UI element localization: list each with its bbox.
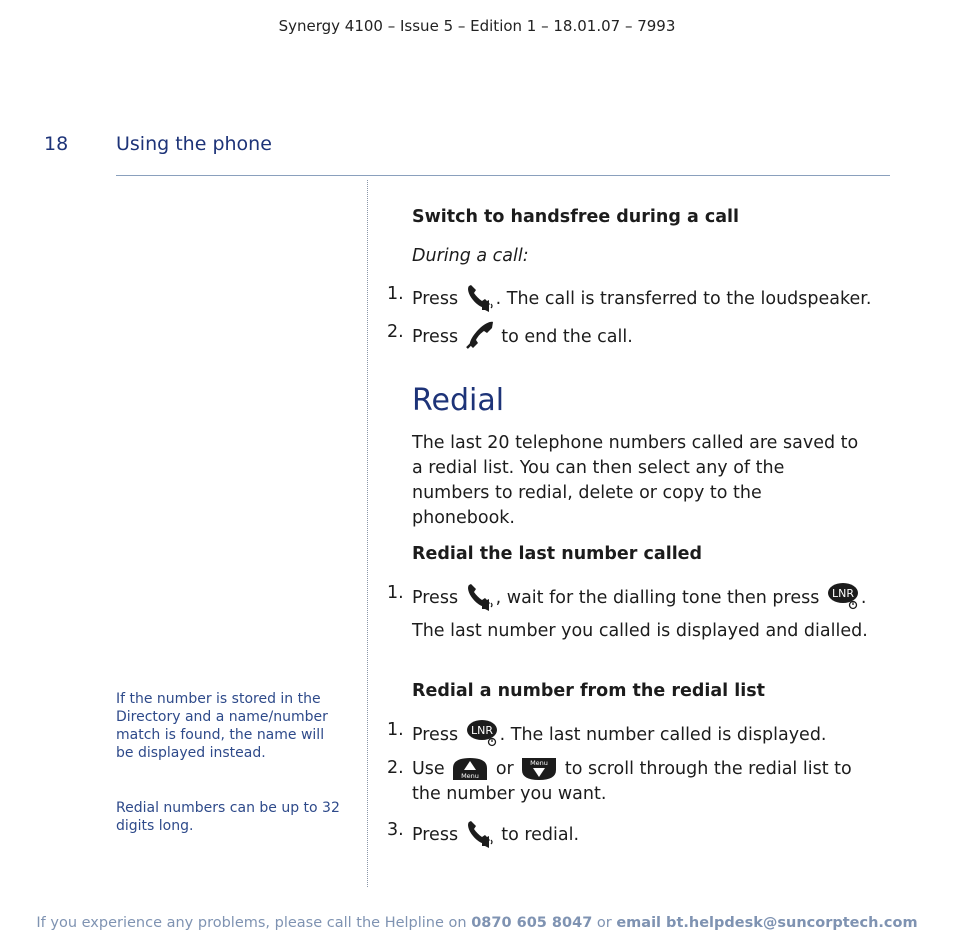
step-number: 1.: [387, 720, 404, 740]
step-number: 1.: [387, 284, 404, 304]
step-text: Press: [412, 588, 459, 608]
redial-heading: Redial: [412, 383, 505, 418]
handsfree-call-icon: [465, 581, 495, 611]
document-id: Synergy 4100 – Issue 5 – Edition 1 – 18.01.07 – 7993: [278, 17, 676, 35]
footer-text: If you experience any problems, please call the Helpline on: [36, 915, 472, 931]
sidebar-note-digits: Redial numbers can be up to 32 digits long.: [116, 800, 340, 834]
redial-list-step-2: [412, 756, 882, 807]
step-text: to redial.: [495, 825, 580, 845]
handsfree-heading: Switch to handsfree during a call: [412, 207, 740, 227]
redial-last-step-1: [412, 581, 882, 611]
footer-text: or: [592, 915, 617, 931]
handsfree-step-2: [412, 320, 882, 350]
handsfree-step-1: [412, 282, 882, 312]
lnr-label: LNR: [831, 587, 854, 600]
step-text: to end the call.: [495, 327, 633, 347]
handsfree-call-icon: [465, 282, 495, 312]
step-text: to scroll through the redial list to the number you want.: [412, 759, 852, 804]
lnr-button-icon: [826, 581, 860, 611]
helpline-phone: 0870 605 8047: [471, 915, 593, 931]
step-number: 2.: [387, 322, 404, 342]
redial-list-step-3: [412, 818, 882, 848]
header-rule: [116, 175, 890, 176]
page-number: 18: [44, 133, 69, 155]
step-text: Use: [412, 759, 445, 779]
redial-last-heading: Redial the last number called: [412, 544, 703, 564]
step-text: Press: [412, 289, 459, 309]
helpline-footer: [0, 915, 954, 931]
handsfree-intro: During a call:: [412, 246, 529, 266]
step-text: . The last number called is displayed.: [499, 725, 827, 745]
scroll-down-icon: [520, 756, 558, 782]
lnr-label: LNR: [470, 724, 493, 737]
scroll-up-icon: [451, 756, 489, 782]
step-text: or: [490, 759, 520, 779]
redial-description: The last 20 telephone numbers called are saved to a redial list. You can then select any of the numbers to redial, delete or copy to the phonebook.: [412, 433, 859, 528]
step-number: 2.: [387, 758, 404, 778]
end-call-icon: [465, 320, 495, 350]
lnr-button-icon: [465, 718, 499, 748]
step-text: Press: [412, 725, 459, 745]
step-text: . The call is transferred to the loudspeaker.: [495, 289, 872, 309]
step-text: Press: [412, 825, 459, 845]
redial-list-heading: Redial a number from the redial list: [412, 681, 766, 701]
redial-last-note: The last number you called is displayed and dialled.: [412, 621, 868, 641]
section-title: Using the phone: [116, 133, 272, 155]
helpdesk-email: email bt.helpdesk@suncorptech.com: [616, 915, 918, 931]
step-text: Press: [412, 327, 459, 347]
step-number: 3.: [387, 820, 404, 840]
step-text: , wait for the dialling tone then press: [495, 588, 820, 608]
menu-label: Menu: [461, 772, 480, 780]
step-text: .: [860, 588, 867, 608]
sidebar-note-directory: If the number is stored in the Directory and a name/number match is found, the name will be displayed instead.: [116, 691, 328, 761]
step-number: 1.: [387, 583, 404, 603]
menu-label: Menu: [530, 759, 549, 767]
redial-list-step-1: [412, 718, 882, 748]
column-divider: [367, 180, 368, 887]
handsfree-call-icon: [465, 818, 495, 848]
